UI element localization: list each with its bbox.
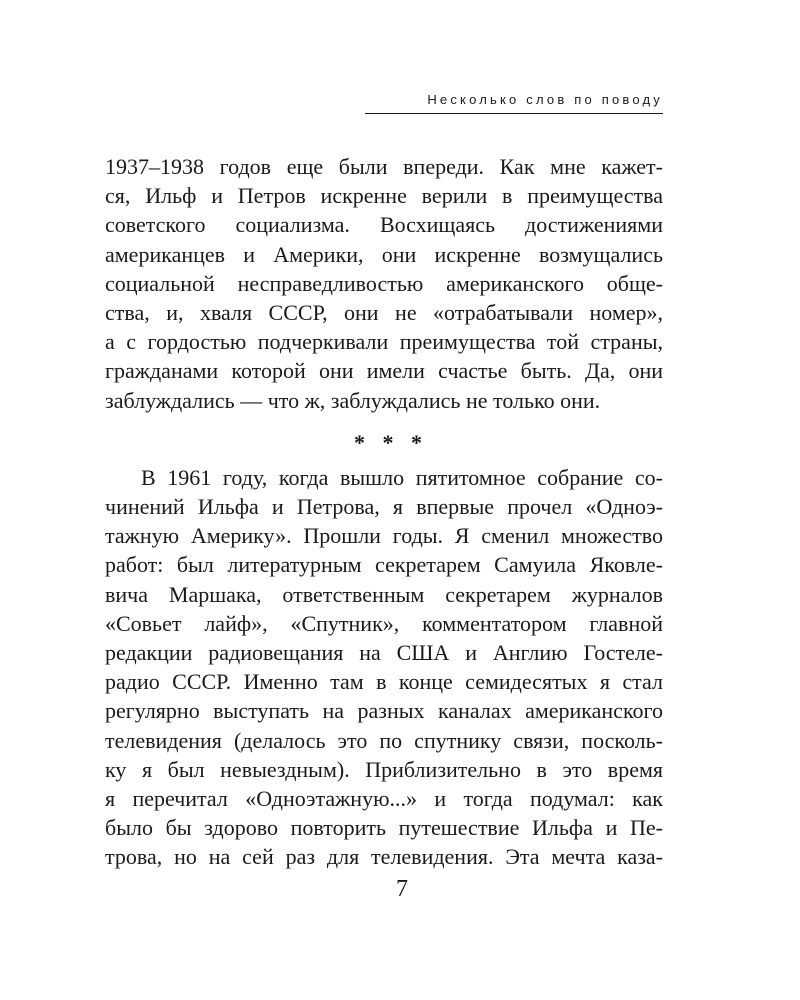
text-line: ства, и, хваля СССР, они не «отрабатывали номер», <box>105 299 663 325</box>
text-line: ся, Ильф и Петров искренне верили в преимущества <box>105 183 663 209</box>
text-line: редакции радиовещания на США и Англию Гостеле- <box>105 640 663 665</box>
text-line: «Совьет лайф», «Спутник», комментатором главной <box>105 610 663 636</box>
text-line: ку я был невыездным). Приблизительно в это время <box>105 756 663 782</box>
text-line: советского социализма. Восхищаясь достижениями <box>105 212 663 238</box>
section-separator: * * * <box>354 429 428 455</box>
text-line: трова, но на сей раз для телевидения. Эта мечта каза- <box>105 844 663 870</box>
text-line: заблуждались — что ж, заблуждались не только они. <box>105 387 601 413</box>
running-head: Несколько слов по поводу <box>427 92 663 107</box>
text-line: телевидения (делалось это по спутнику связи, посколь- <box>105 727 663 753</box>
text-line: а с гордостью подчеркивали преимущества той страны, <box>105 329 663 355</box>
text-line: тажную Америку». Прошли годы. Я сменил множество <box>105 523 663 549</box>
text-line: вича Маршака, ответственным секретарем журналов <box>105 581 663 607</box>
header-rule <box>365 113 663 114</box>
text-line: социальной несправедливостью американского обще- <box>105 270 663 296</box>
paragraph-1 <box>105 152 663 415</box>
text-line: гражданами которой они имели счастье быть. Да, они <box>105 358 663 384</box>
paragraph-2 <box>105 463 663 872</box>
text-line: регулярно выступать на разных каналах американского <box>105 698 663 724</box>
text-line: было бы здорово повторить путешествие Ильфа и Пе- <box>105 815 663 841</box>
text-line: В 1961 году, когда вышло пятитомное собрание со- <box>141 464 663 490</box>
text-line: американцев и Америки, они искренне возмущались <box>105 241 663 267</box>
text-line: радио СССР. Именно там в конце семидесятых я стал <box>105 669 663 695</box>
text-line: 1937–1938 годов еще были впереди. Как мне кажет- <box>105 154 663 179</box>
page-number: 7 <box>396 876 408 902</box>
text-line: я перечитал «Одноэтажную...» и тогда подумал: как <box>105 785 663 811</box>
body-text <box>105 152 663 872</box>
text-line: работ: был литературным секретарем Самуила Яковле- <box>105 552 663 578</box>
text-line: чинений Ильфа и Петрова, я впервые прочел «Одноэ- <box>105 494 663 520</box>
